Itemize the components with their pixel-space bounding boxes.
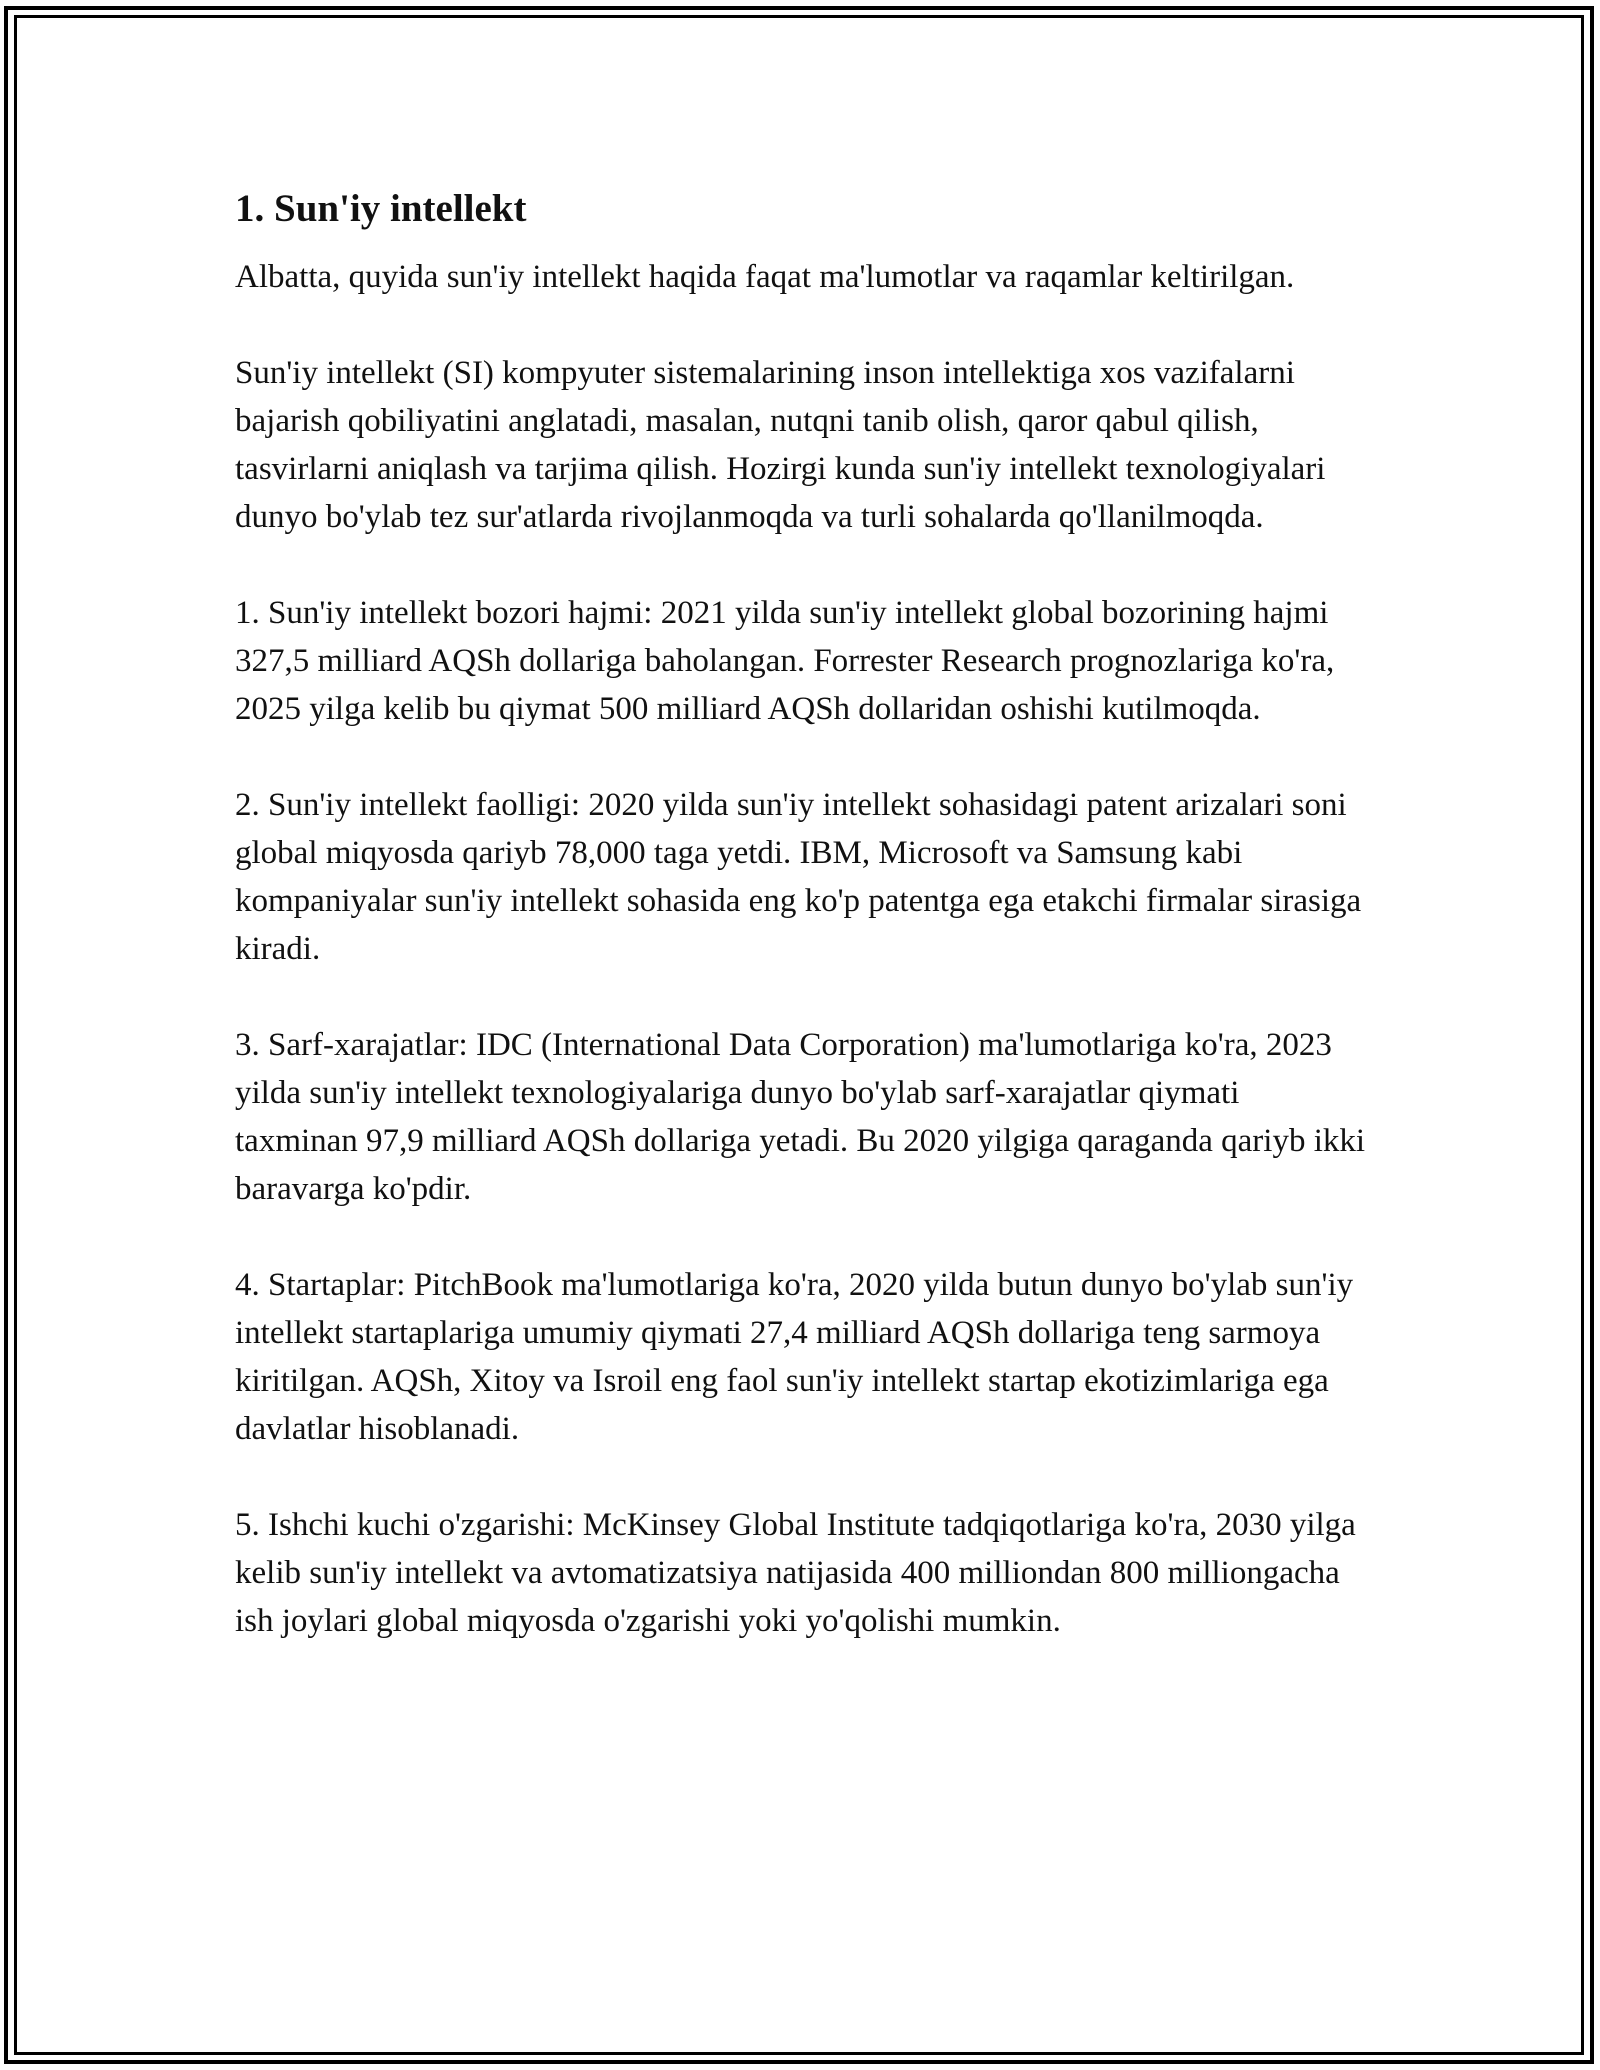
document-title: 1. Sun'iy intellekt xyxy=(235,187,527,230)
list-item-startups: 4. Startaplar: PitchBook ma'lumotlariga ko'ra, 2020 yilda butun dunyo bo'ylab sun'iy intellekt startaplariga umumiy qiymati 27,4 milliard AQSh dollariga teng sarmoya kiritilgan. AQSh, Xitoy va Isroil eng faol sun'iy intellekt startap ekotizimlariga ega davlatlar hisoblanadi. xyxy=(235,1267,1354,1447)
list-item-patent-activity: 2. Sun'iy intellekt faolligi: 2020 yilda sun'iy intellekt sohasidagi patent arizalari soni global miqyosda qariyb 78,000 taga yetdi. IBM, Microsoft va Samsung kabi kompaniyalar sun'iy intellekt sohasida eng ko'p patentga ega etakchi firmalar sirasiga kiradi. xyxy=(235,787,1362,967)
list-item-spending: 3. Sarf-xarajatlar: IDC (International Data Corporation) ma'lumotlariga ko'ra, 2023 yilda sun'iy intellekt texnologiyalariga dunyo bo'ylab sarf-xarajatlar qiymati taxminan 97,9 milliard AQSh dollariga yetadi. Bu 2020 yilgiga qaraganda qariyb ikki baravarga ko'pdir. xyxy=(235,1027,1366,1207)
intro-paragraph: Albatta, quyida sun'iy intellekt haqida faqat ma'lumotlar va raqamlar keltirilgan. xyxy=(235,259,1295,295)
list-item-market-size: 1. Sun'iy intellekt bozori hajmi: 2021 yilda sun'iy intellekt global bozorining hajmi 327,5 milliard AQSh dollariga baholangan. Forrester Research prognozlariga ko'ra, 2025 yilga kelib bu qiymat 500 milliard AQSh dollaridan oshishi kutilmoqda. xyxy=(235,595,1335,727)
document-body xyxy=(235,185,1370,1645)
list-item-workforce-change: 5. Ishchi kuchi o'zgarishi: McKinsey Global Institute tadqiqotlariga ko'ra, 2030 yilga kelib sun'iy intellekt va avtomatizatsiya natijasida 400 milliondan 800 milliongacha ish joylari global miqyosda o'zgarishi yoki yo'qolishi mumkin. xyxy=(235,1507,1356,1639)
definition-paragraph: Sun'iy intellekt (SI) kompyuter sistemalarining inson intellektiga xos vazifalarni bajarish qobiliyatini anglatadi, masalan, nutqni tanib olish, qaror qabul qilish, tasvirlarni aniqlash va tarjima qilish. Hozirgi kunda sun'iy intellekt texnologiyalari dunyo bo'ylab tez sur'atlarda rivojlanmoqda va turli sohalarda qo'llanilmoqda. xyxy=(235,355,1326,535)
